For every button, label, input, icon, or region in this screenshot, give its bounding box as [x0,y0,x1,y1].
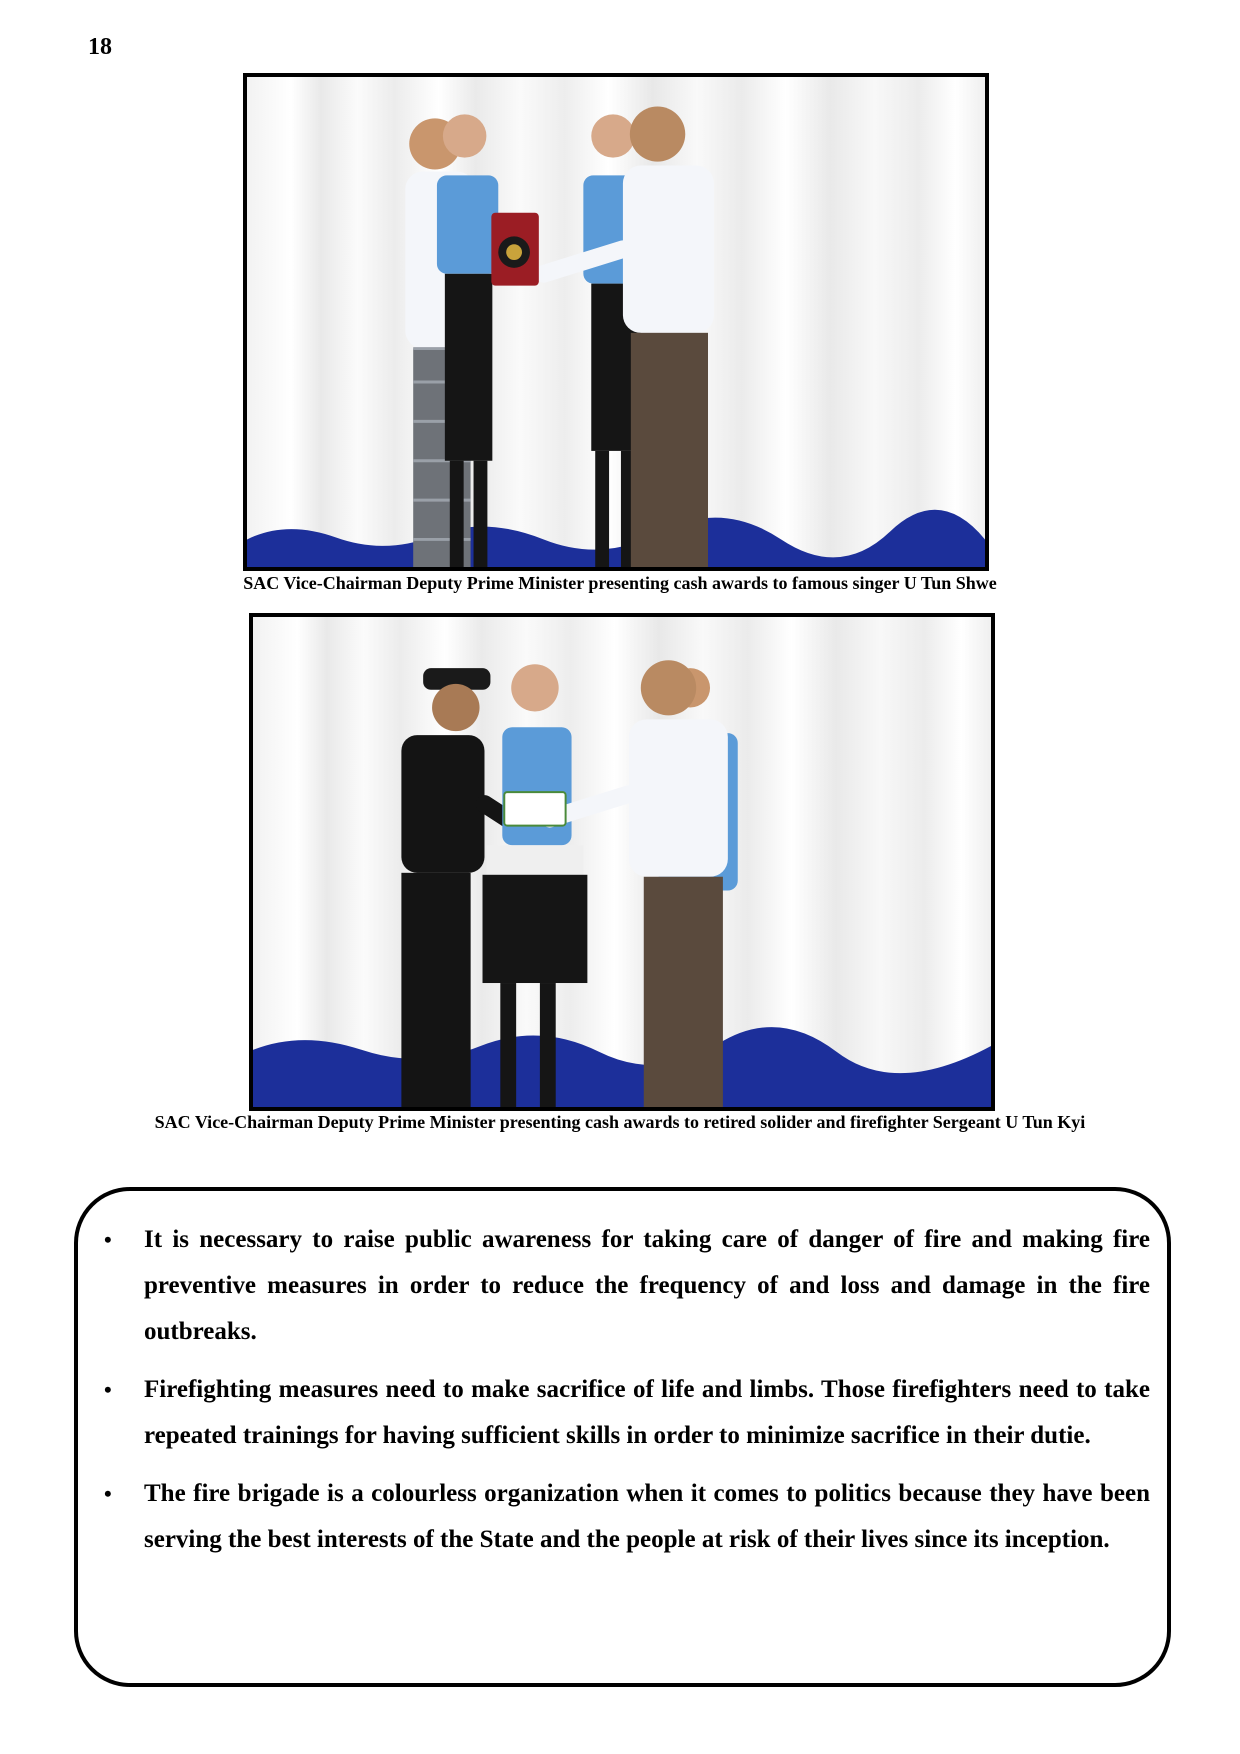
award-plaque [491,213,538,286]
award-photo-2-illustration [253,617,991,1107]
award-photo-1-illustration [247,77,985,567]
list-item [104,1471,1150,1563]
bullet-icon: • [104,1377,112,1402]
key-points-list [104,1217,1150,1575]
bullet-icon: • [104,1481,112,1506]
bullet-icon: • [104,1227,112,1252]
award-envelope [504,792,565,825]
photo-2-caption: SAC Vice-Chairman Deputy Prime Minister presenting cash awards to retired solider and firefighter Sergeant U Tun Kyi [154,1112,1086,1132]
list-item [104,1217,1150,1355]
list-item [104,1367,1150,1459]
bullet-text: Firefighting measures need to make sacrifice of life and limbs. Those firefighters need to take repeated trainings for having sufficient skills in order to minimize sacrifice in their dutie. [144,1376,1150,1449]
page-number: 18 [88,34,112,60]
photo-1-caption: SAC Vice-Chairman Deputy Prime Minister presenting cash awards to famous singer U Tun Shwe [243,573,997,593]
key-points-box [74,1187,1171,1687]
award-photo-2 [249,613,995,1111]
bullet-text: It is necessary to raise public awareness for taking care of danger of fire and making fire preventive measures in order to reduce the frequency of and loss and damage in the fire outbreaks. [144,1226,1150,1345]
bullet-text: The fire brigade is a colourless organization when it comes to politics because they have been serving the best interests of the State and the people at risk of their lives since its inception. [144,1480,1150,1553]
award-photo-1 [243,73,989,571]
